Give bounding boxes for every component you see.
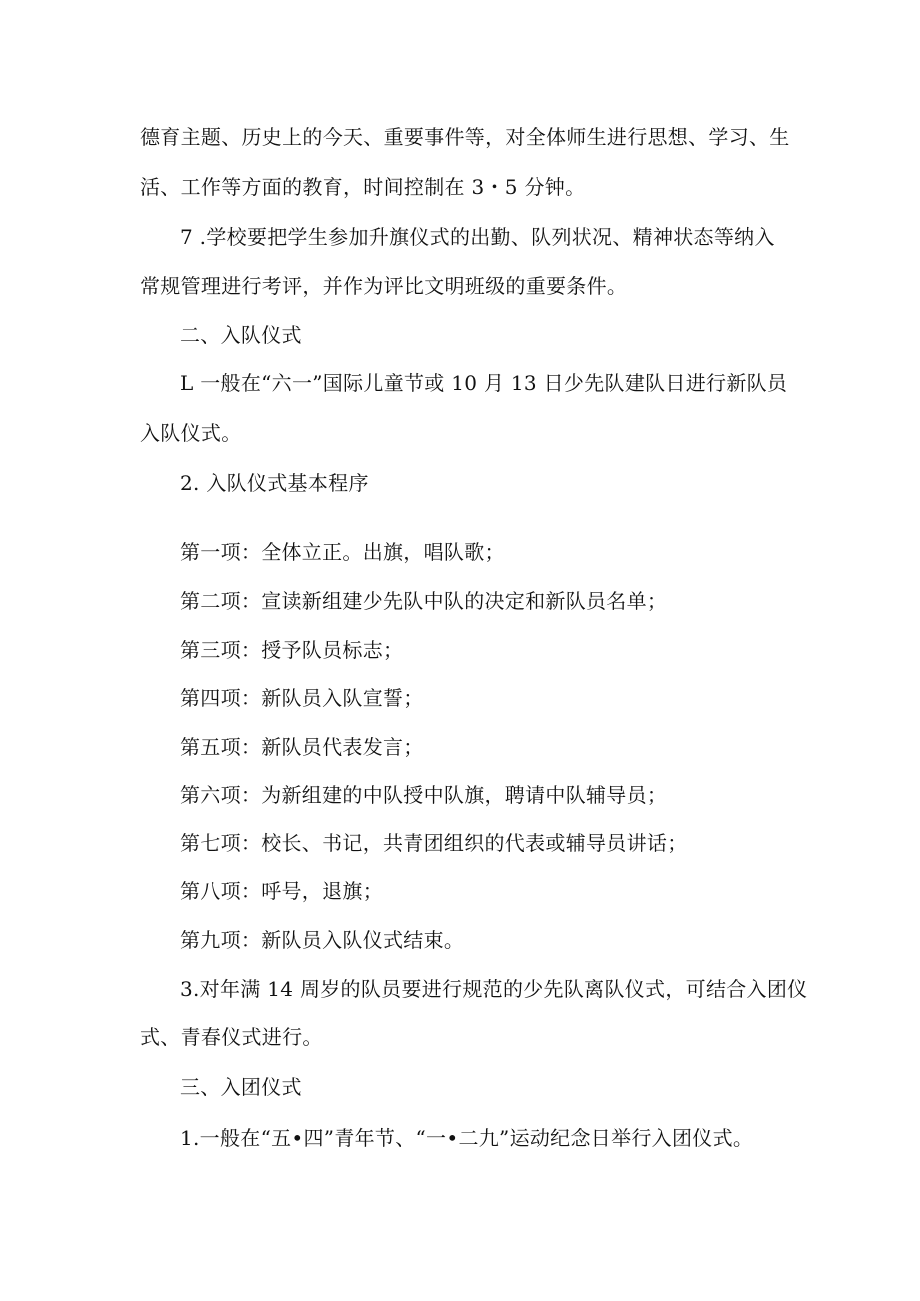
procedure-item: 第八项：呼号，退旗； xyxy=(180,879,383,903)
procedure-item: 第七项：校长、书记，共青团组织的代表或辅导员讲话； xyxy=(180,831,688,855)
paragraph-line: 常规管理进行考评，并作为评比文明班级的重要条件。 xyxy=(140,274,628,298)
procedure-item: 第一项：全体立正。出旗，唱队歌； xyxy=(180,540,505,564)
procedure-item: 第三项：授予队员标志； xyxy=(180,638,404,662)
paragraph-line: 入队仪式。 xyxy=(140,421,242,445)
paragraph-line: 3.对年满 14 周岁的队员要进行规范的少先队离队仪式，可结合入团仪 xyxy=(180,977,808,1001)
subsection-heading: 2. 入队仪式基本程序 xyxy=(180,471,369,495)
paragraph-line: 7 .学校要把学生参加升旗仪式的出勤、队列状况、精神状态等纳入 xyxy=(180,225,775,249)
section-heading: 三、入团仪式 xyxy=(180,1075,302,1099)
paragraph-line: 式、青春仪式进行。 xyxy=(140,1025,323,1049)
procedure-item: 第二项：宣读新组建少先队中队的决定和新队员名单； xyxy=(180,589,668,613)
procedure-item: 第四项：新队员入队宣誓； xyxy=(180,686,424,710)
paragraph-line: 活、工作等方面的教育，时间控制在 3・5 分钟。 xyxy=(140,175,586,199)
section-heading: 二、入队仪式 xyxy=(180,323,302,347)
procedure-item: 第九项：新队员入队仪式结束。 xyxy=(180,928,465,952)
procedure-item: 第六项：为新组建的中队授中队旗，聘请中队辅导员； xyxy=(180,783,668,807)
paragraph-line: L 一般在“六一”国际儿童节或 10 月 13 日少先队建队日进行新队员 xyxy=(180,371,788,395)
paragraph-line: 德育主题、历史上的今天、重要事件等，对全体师生进行思想、学习、生 xyxy=(140,125,790,149)
paragraph-line: 1.一般在“五•四”青年节、“一•二九”运动纪念日举行入团仪式。 xyxy=(180,1126,754,1150)
procedure-item: 第五项：新队员代表发言； xyxy=(180,735,424,759)
